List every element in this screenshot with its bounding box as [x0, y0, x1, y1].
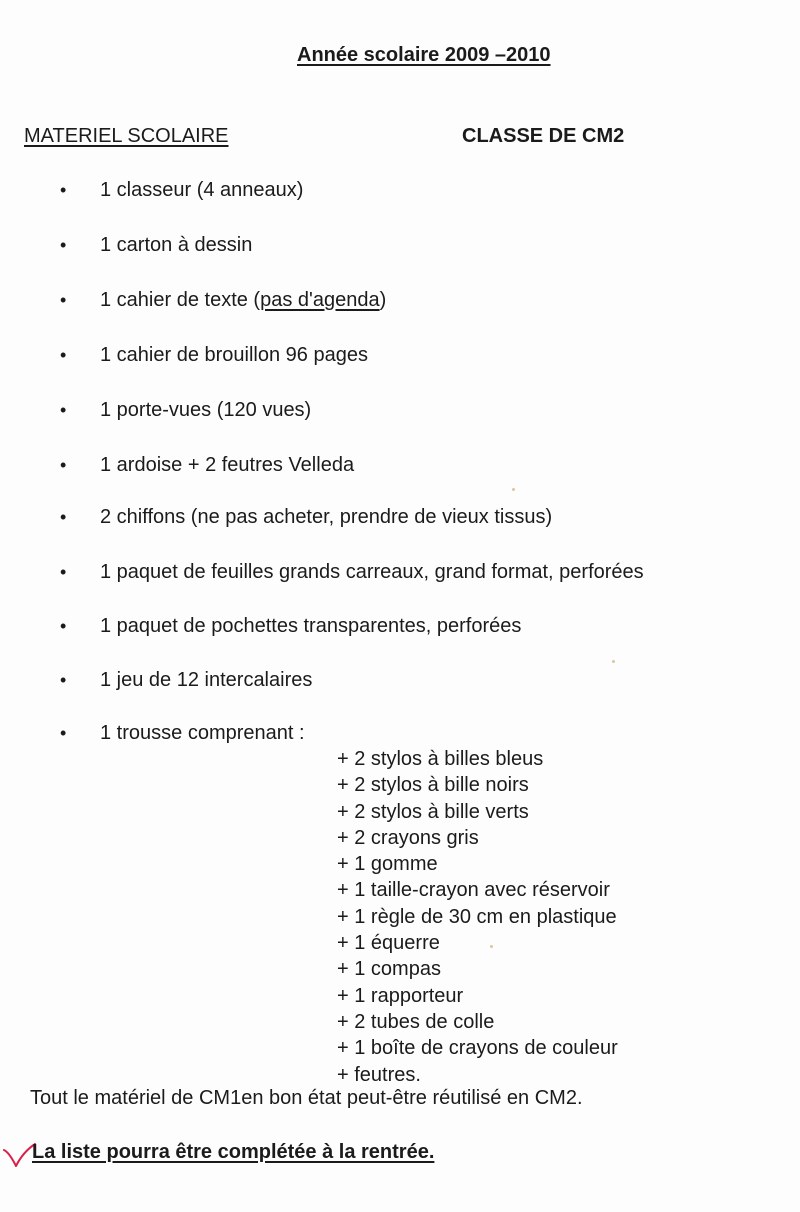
reuse-note: Tout le matériel de CM1en bon état peut-être réutilisé en CM2. [30, 1087, 583, 1109]
bullet-icon: • [60, 345, 67, 365]
list-item-text: 1 porte-vues (120 vues) [100, 399, 312, 421]
check-mark-icon [2, 1136, 36, 1172]
bullet-icon: • [60, 562, 67, 582]
bullet-icon: • [60, 290, 67, 310]
bullet-icon: • [60, 180, 67, 200]
trousse-contents [337, 746, 618, 1088]
list-item-emphasis: pas d'agenda [260, 289, 380, 311]
list-item-text: 1 carton à dessin [100, 234, 253, 256]
trousse-item: + 2 stylos à bille noirs [337, 774, 529, 797]
bullet-icon: • [60, 723, 67, 743]
bullet-icon: • [60, 507, 67, 527]
list-item [60, 451, 354, 479]
trousse-item: + 2 stylos à bille verts [337, 800, 529, 823]
list-item-text: 1 paquet de pochettes transparentes, perforées [100, 615, 522, 637]
paper-speck [512, 488, 515, 491]
list-item-text: 1 classeur (4 anneaux) [100, 179, 304, 201]
bullet-icon: • [60, 670, 67, 690]
list-item-text: 1 paquet de feuilles grands carreaux, grand format, perforées [100, 561, 644, 583]
list-item [60, 231, 252, 259]
list-item [60, 719, 305, 747]
list-item [60, 341, 368, 369]
list-item-text: 1 ardoise + 2 feutres Velleda [100, 454, 355, 476]
trousse-item: + 2 crayons gris [337, 826, 479, 849]
paper-speck [612, 660, 615, 663]
bullet-icon: • [60, 616, 67, 636]
paper-speck [490, 945, 493, 948]
trousse-item: + 1 gomme [337, 853, 438, 876]
list-item-suffix: ) [379, 289, 387, 311]
list-item [60, 558, 644, 586]
bullet-icon: • [60, 235, 67, 255]
trousse-item: + 1 équerre [337, 932, 440, 955]
list-item [60, 503, 552, 531]
trousse-item: + 1 compas [337, 958, 441, 981]
bullet-icon: • [60, 400, 67, 420]
list-item-text: 1 jeu de 12 intercalaires [100, 669, 313, 691]
trousse-item: + 1 boîte de crayons de couleur [337, 1037, 618, 1060]
trousse-item: + 2 tubes de colle [337, 1010, 495, 1033]
trousse-item: + 2 stylos à billes bleus [337, 748, 544, 770]
list-item [60, 286, 386, 314]
trousse-item: + feutres. [337, 1063, 421, 1086]
final-note: La liste pourra être complétée à la rentrée. [32, 1141, 435, 1163]
list-item-text: 1 cahier de texte ( [100, 289, 261, 311]
section-heading-materiel: MATERIEL SCOLAIRE [24, 125, 229, 147]
list-item [60, 396, 311, 424]
list-item [60, 612, 521, 640]
document-title: Année scolaire 2009 –2010 [297, 44, 551, 66]
list-item-text: 1 trousse comprenant : [100, 722, 305, 744]
list-item-text: 1 cahier de brouillon 96 pages [100, 344, 368, 366]
list-item-text: 2 chiffons (ne pas acheter, prendre de vieux tissus) [100, 506, 553, 528]
trousse-item: + 1 taille-crayon avec réservoir [337, 879, 610, 902]
trousse-item: + 1 rapporteur [337, 984, 464, 1007]
list-item [60, 666, 312, 694]
trousse-item: + 1 règle de 30 cm en plastique [337, 905, 617, 928]
bullet-icon: • [60, 455, 67, 475]
class-heading: CLASSE DE CM2 [462, 125, 625, 147]
list-item [60, 176, 303, 204]
